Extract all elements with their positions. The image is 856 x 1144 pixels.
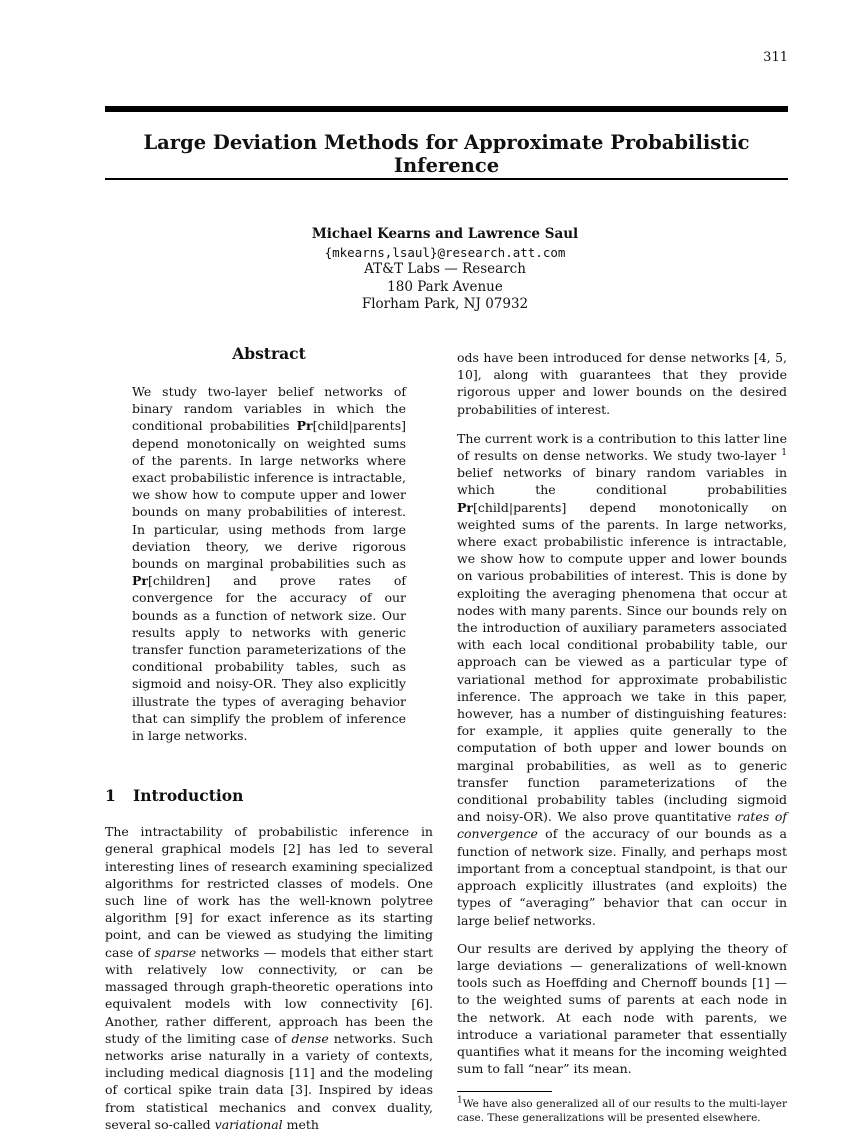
intro-paragraph-1: The intractability of probabilistic inference in general graphical models [2] has led to several interesting lines of research examining specialized algorithms for restricted classes of models. One such line of work has the well-known polytree algorithm [9] for exact inference as its starting point, and can be viewed as studying the limiting case of sparse networks — models that either start with relatively low connectivity, or can be massaged through graph-theoretic operations into equivalent models with low connectivity [6]. Another, rather different, approach has been the study of the limiting case of dense networks. Such networks arise naturally in a variety of contexts, including medical diagnosis [11] and the modeling of cortical spike train data [3]. Inspired by ideas from statistical mechanics and convex duality, several so-called variational meth [105, 824, 433, 1132]
author-names: Michael Kearns and Lawrence Saul [311, 226, 579, 242]
left-column [105, 340, 433, 1144]
section-heading-introduction: 1 Introduction [105, 786, 244, 806]
footnote-reference: 1 [781, 447, 787, 458]
author-email: {mkearns,lsaul}@research.att.com [324, 244, 566, 260]
abstract-body: We study two-layer belief networks of binary random variables in which the conditional probabilities Pr[child|parents] depend monotonically on weighted sums of the parents. In large networks where exact probabilistic inference is intractable, we show how to compute upper and lower bounds on many probabilities of interest. In particular, using methods from large deviation theory, we derive rigorous bounds on marginal probabilities such as Pr[children] and prove rates of convergence for the accuracy of our bounds as a function of network size. Our results apply to networks with generic transfer function parameterizations of the conditional probability tables, such as sigmoid and noisy-OR. They also explicitly illustrate the types of averaging behavior that can simplify the problem of inference in large networks. [132, 384, 406, 744]
footnote-mark: 1 [457, 1095, 463, 1106]
author-address-line1: 180 Park Avenue [387, 278, 503, 295]
paper-title: Large Deviation Methods for Approximate Probabilistic Inference [143, 131, 750, 177]
footnote: 1We have also generalized all of our results to the multi-layer case. These generalizations will be presented elsewhere. [457, 1095, 787, 1124]
title-rule [105, 178, 788, 180]
author-block [235, 226, 655, 314]
page-number: 311 [763, 50, 788, 65]
right-column [457, 349, 787, 1125]
intro-paragraph-1-continued: ods have been introduced for dense networks [4, 5, 10], along with guarantees that they provide rigorous upper and lower bounds on the desired probabilities of interest. [457, 350, 787, 417]
author-address-line2: Florham Park, NJ 07932 [361, 296, 529, 312]
top-rule [105, 106, 788, 112]
abstract-heading: Abstract [232, 344, 306, 363]
author-affiliation: AT&T Labs — Research [364, 261, 526, 277]
footnote-rule [457, 1091, 552, 1092]
intro-paragraph-2: The current work is a contribution to this latter line of results on dense networks. We study two-layer $^1$ belief networks of binary random variables in which the conditional probabilities Pr[child|parents] depend monotonically on weighted sums of the parents. In large networks, where exact probabilistic inference is intractable, we show how to compute upper and lower bounds on various probabilities of interest. This is done by exploiting the averaging phenomena that occur at nodes with many parents. Since our bounds rely on the introduction of auxiliary parameters associated with each local conditional probability table, our approach can be viewed as a particular type of variational method for approximate probabilistic inference. The approach we take in this paper, however, has a number of distinguishing features: for example, it applies quite generally to the computation of both upper and lower bounds on marginal probabilities, as well as to generic transfer function parameterizations of the conditional probability tables (including sigmoid and noisy-OR). We also prove quantitative rates of convergence of the accuracy of our bounds as a function of network size. Finally, and perhaps most important from a conceptual standpoint, is that our approach explicitly illustrates (and exploits) the types of “averaging” behavior that can occur in large belief networks. [457, 430, 787, 928]
intro-paragraph-3: Our results are derived by applying the theory of large deviations — generalizations of well-known tools such as Hoeffding and Chernoff bounds [1] — to the weighted sums of parents at each node in the network. At each node with parents, we introduce a variational parameter that essentially quantifies what it means for the incoming weighted sum to fall “near” its mean. [457, 940, 787, 1077]
